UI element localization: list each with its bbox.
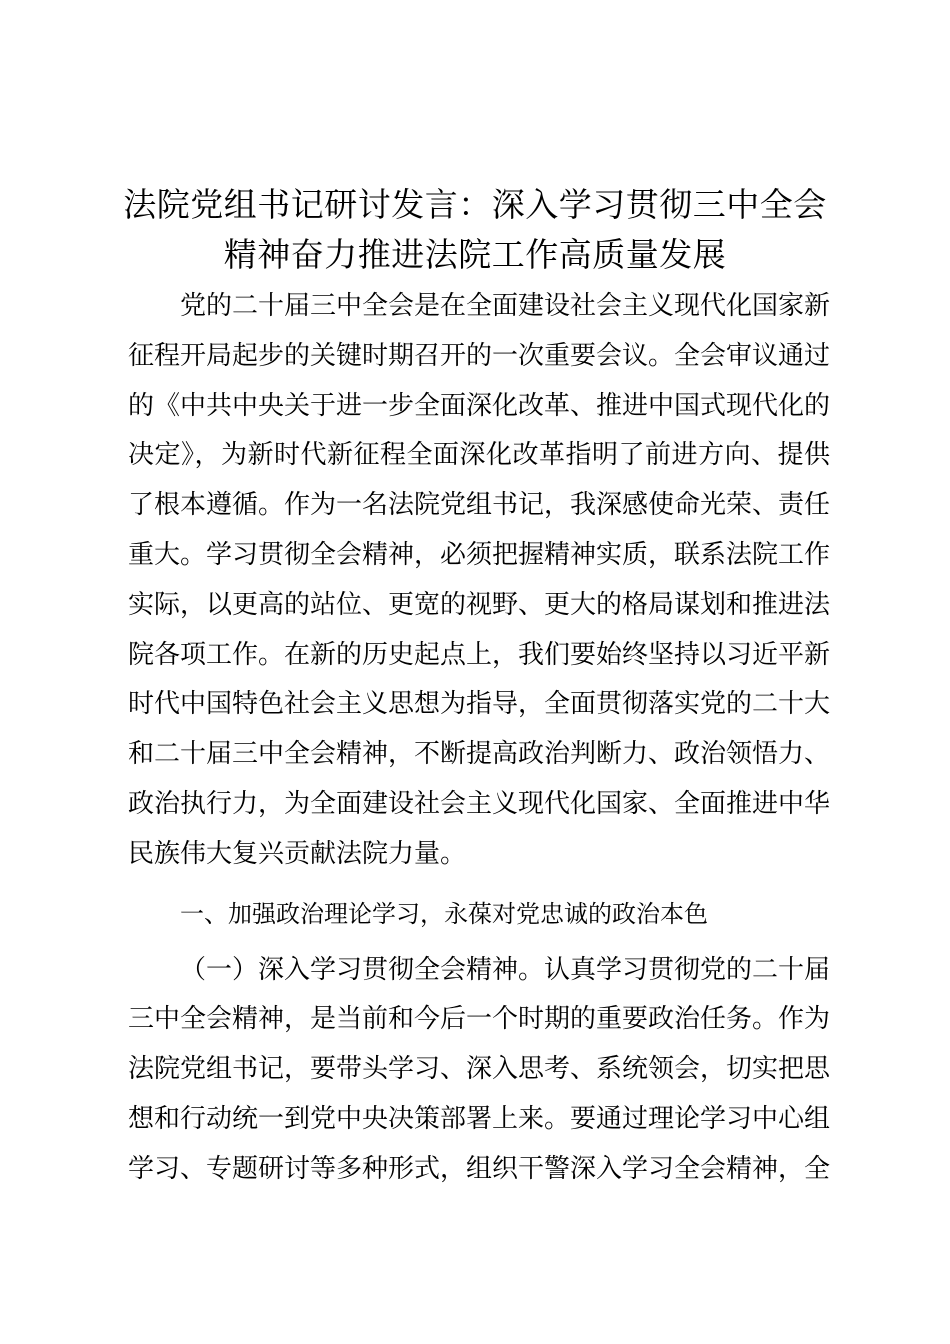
section-heading: 一、加强政治理论学习，永葆对党忠诚的政治本色 [180, 899, 708, 928]
document-body [128, 282, 830, 1195]
document-title: 法院党组书记研讨发言：深入学习贯彻三中全会精神奋力推进法院工作高质量发展 [123, 185, 827, 274]
body-paragraph: 党的二十届三中全会是在全面建设社会主义现代化国家新征程开局起步的关键时期召开的一次重要会议。全会审议通过的《中共中央关于进一步全面深化改革、推进中国式现代化的决定》，为新时代新征程全面深化改革指明了前进方向、提供了根本遵循。作为一名法院党组书记，我深感使命光荣、责任重大。学习贯彻全会精神，必须把握精神实质，联系法院工作实际，以更高的站位、更宽的视野、更大的格局谋划和推进法院各项工作。在新的历史起点上，我们要始终坚持以习近平新时代中国特色社会主义思想为指导，全面贯彻落实党的二十大和二十届三中全会精神，不断提高政治判断力、政治领悟力、政治执行力，为全面建设社会主义现代化国家、全面推进中华民族伟大复兴贡献法院力量。 [128, 291, 831, 869]
body-paragraph: （一）深入学习贯彻全会精神。认真学习贯彻党的二十届三中全会精神，是当前和今后一个时期的重要政治任务。作为法院党组书记，要带头学习、深入思考、系统领会，切实把思想和行动统一到党中央决策部署上来。要通过理论学习中心组学习、专题研讨等多种形式，组织干警深入学习全会精神，全 [128, 954, 831, 1184]
